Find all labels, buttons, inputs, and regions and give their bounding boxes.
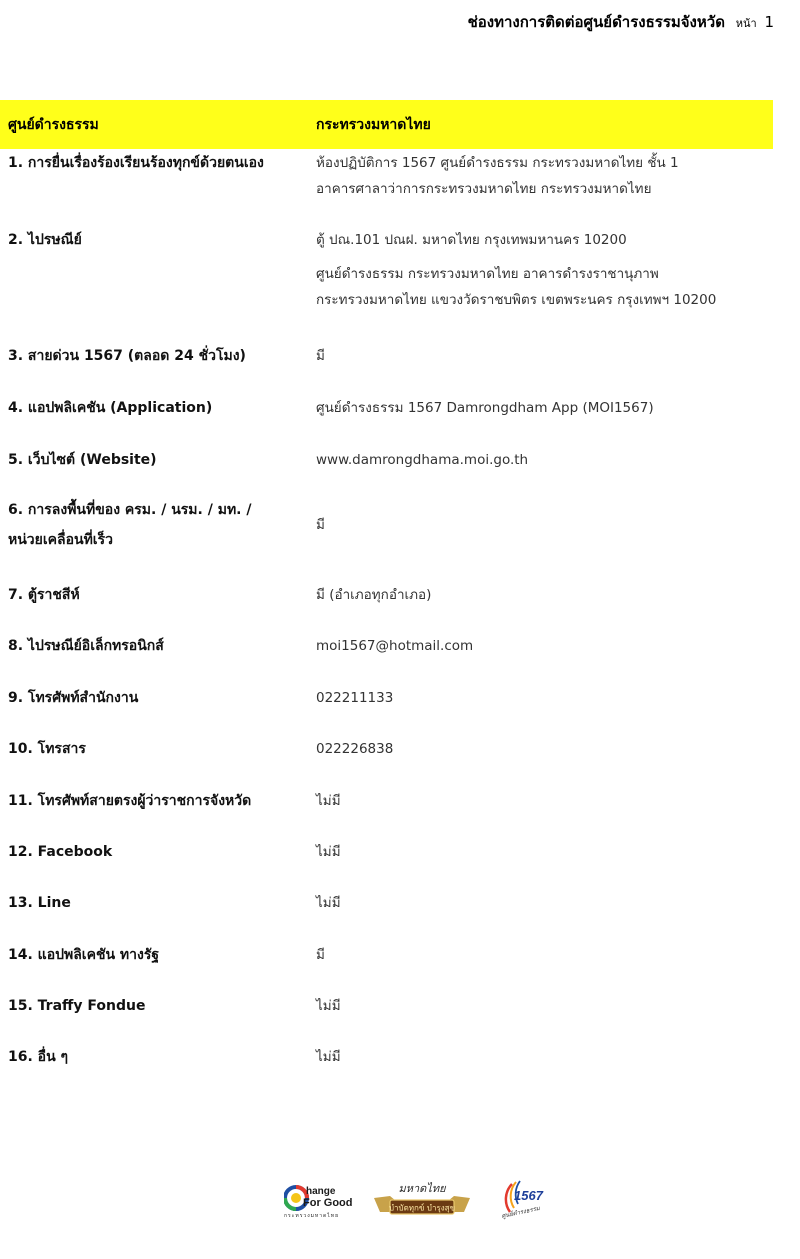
- value-line: ศูนย์ดำรงธรรม กระทรวงมหาดไทย อาคารดำรงราชานุภาพ: [316, 266, 659, 282]
- label-line: 6. การลงพื้นที่ของ ครม. / นรม. / มท. /: [8, 502, 252, 518]
- row-value: [316, 993, 773, 1019]
- footer-logos: [284, 1178, 564, 1228]
- row-label: 1. การยื่นเรื่องร้องเรียนร้องทุกข์ด้วยตนเอง: [8, 155, 264, 171]
- row-label: 9. โทรศัพท์สำนักงาน: [8, 690, 139, 706]
- row-value: [316, 150, 773, 202]
- logo-text: hange: [306, 1186, 336, 1197]
- logo-text: ศูนย์ดำรงธรรม: [500, 1205, 541, 1220]
- logo-text: มหาดไทย: [398, 1182, 446, 1195]
- document-title: ช่องทางการติดต่อศูนย์ดำรงธรรมจังหวัด: [467, 13, 725, 31]
- table-row: [0, 395, 773, 421]
- value-line: มี: [316, 348, 325, 364]
- table-row: [0, 343, 773, 369]
- row-value: [316, 633, 773, 659]
- value-line: ไม่มี: [316, 998, 341, 1014]
- page-label: หน้า: [735, 17, 757, 30]
- row-value: [316, 582, 773, 608]
- table-row: [0, 993, 773, 1019]
- row-label: 11. โทรศัพท์สายตรงผู้ว่าราชการจังหวัด: [8, 793, 252, 809]
- value-line: ศูนย์ดำรงธรรม 1567 Damrongdham App (MOI1567): [316, 400, 654, 416]
- table-header: [0, 100, 773, 149]
- table-row: [0, 150, 773, 202]
- table-row: [0, 582, 773, 608]
- value-line: มี (อำเภอทุกอำเภอ): [316, 587, 432, 603]
- row-label: 13. Line: [8, 895, 71, 911]
- value-line: www.damrongdhama.moi.go.th: [316, 452, 529, 468]
- value-line: ไม่มี: [316, 844, 341, 860]
- logo-text: บำบัดทุกข์ บำรุงสุข: [388, 1203, 456, 1213]
- row-label: 15. Traffy Fondue: [8, 998, 146, 1014]
- value-line: ไม่มี: [316, 1049, 341, 1065]
- value-line: 022226838: [316, 741, 394, 757]
- row-value: [316, 1044, 773, 1070]
- row-value: [316, 942, 773, 968]
- row-value: [316, 839, 773, 865]
- page-header: [468, 10, 774, 34]
- table-row: [0, 497, 773, 553]
- value-line: 022211133: [316, 690, 394, 706]
- row-value: [316, 343, 773, 369]
- logo-text: 1567: [514, 1188, 543, 1203]
- value-line: moi1567@hotmail.com: [316, 638, 474, 654]
- logo-text: กระทรวงมหาดไทย: [284, 1213, 340, 1219]
- row-label: 2. ไปรษณีย์: [8, 232, 82, 248]
- row-label: 4. แอปพลิเคชัน (Application): [8, 400, 213, 416]
- row-value: [316, 685, 773, 711]
- row-value: [316, 395, 773, 421]
- moi-banner-logo: [372, 1178, 472, 1222]
- table-row: [0, 788, 773, 814]
- row-label: 3. สายด่วน 1567 (ตลอด 24 ชั่วโมง): [8, 348, 246, 364]
- row-label: 5. เว็บไซต์ (Website): [8, 452, 157, 468]
- row-value: [316, 227, 773, 313]
- label-line: หน่วยเคลื่อนที่เร็ว: [8, 532, 113, 548]
- row-label: [0, 497, 316, 553]
- table-row: [0, 227, 773, 313]
- row-value: [316, 890, 773, 916]
- row-label: 10. โทรสาร: [8, 741, 86, 757]
- change-for-good-logo: [284, 1182, 366, 1222]
- value-line: ไม่มี: [316, 793, 341, 809]
- table-row: [0, 447, 773, 473]
- row-label: 8. ไปรษณีย์อิเล็กทรอนิกส์: [8, 638, 164, 654]
- value-line: กระทรวงมหาดไทย แขวงวัดราชบพิตร เขตพระนคร กรุงเทพฯ 10200: [316, 292, 717, 308]
- row-label: 12. Facebook: [8, 844, 113, 860]
- table-row: [0, 839, 773, 865]
- value-line: ห้องปฏิบัติการ 1567 ศูนย์ดำรงธรรม กระทรวงมหาดไทย ชั้น 1: [316, 155, 679, 171]
- value-line: มี: [316, 517, 325, 533]
- table-row: [0, 685, 773, 711]
- damrongdham-1567-logo: [498, 1178, 558, 1224]
- table-row: [0, 1044, 773, 1070]
- logo-text: For Good: [303, 1197, 353, 1209]
- row-value: [316, 788, 773, 814]
- contact-table: [0, 100, 773, 149]
- value-line: อาคารศาลาว่าการกระทรวงมหาดไทย กระทรวงมหาดไทย: [316, 181, 652, 197]
- row-label: 14. แอปพลิเคชัน ทางรัฐ: [8, 947, 160, 963]
- column-header-center: ศูนย์ดำรงธรรม: [8, 116, 99, 133]
- table-row: [0, 942, 773, 968]
- column-header-ministry: กระทรวงมหาดไทย: [316, 116, 431, 133]
- row-value: [316, 736, 773, 762]
- page-number: 1: [764, 13, 774, 31]
- table-row: [0, 633, 773, 659]
- table-row: [0, 890, 773, 916]
- value-line: มี: [316, 947, 325, 963]
- row-value: [316, 447, 773, 473]
- value-line: ตู้ ปณ.101 ปณฝ. มหาดไทย กรุงเทพมหานคร 10200: [316, 232, 627, 248]
- value-line: ไม่มี: [316, 895, 341, 911]
- row-value: [316, 497, 773, 553]
- row-label: 16. อื่น ๆ: [8, 1049, 69, 1065]
- table-row: [0, 736, 773, 762]
- row-label: 7. ตู้ราชสีห์: [8, 587, 80, 603]
